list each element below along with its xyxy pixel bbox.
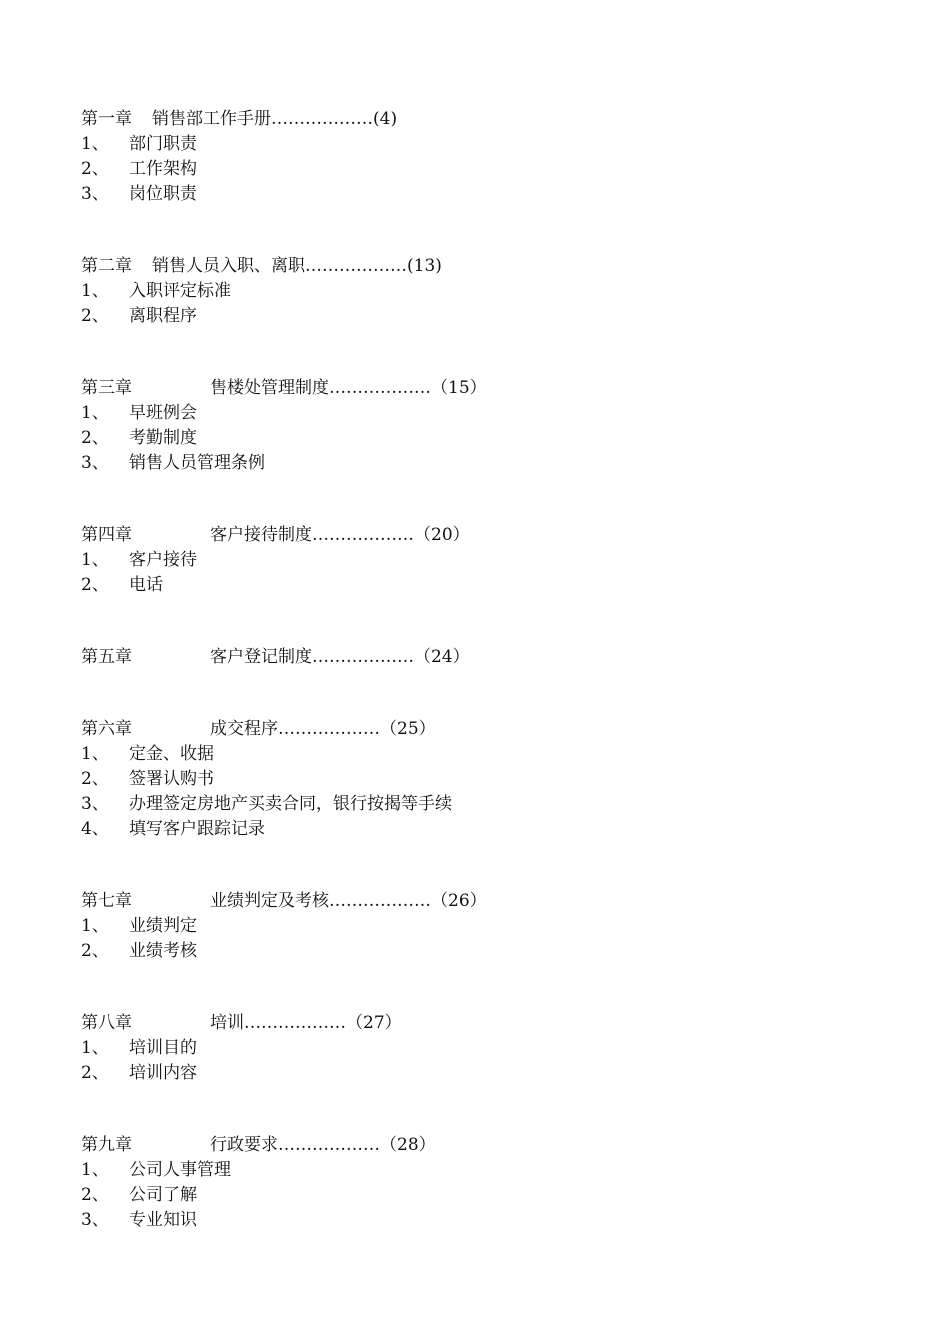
chapter-heading <box>81 523 881 548</box>
list-item-number: 2、 <box>81 1185 109 1205</box>
list-item-number: 3、 <box>81 184 109 204</box>
chapter-block <box>81 1133 881 1233</box>
chapter-title: 客户接待制度………………（20） <box>210 525 470 545</box>
chapter-title: 培训………………（27） <box>210 1013 402 1033</box>
list-item-text: 填写客户跟踪记录 <box>129 819 265 839</box>
list-item-text: 早班例会 <box>129 403 197 423</box>
chapter-title: 售楼处管理制度………………（15） <box>210 378 487 398</box>
chapter-label: 第二章 <box>81 256 132 276</box>
chapter-label: 第五章 <box>81 647 132 667</box>
list-item-text: 培训目的 <box>129 1038 197 1058</box>
chapter-block <box>81 254 881 329</box>
list-item <box>81 1158 881 1183</box>
list-item-text: 办理签定房地产买卖合同，银行按揭等手续 <box>129 794 452 814</box>
list-item-number: 1、 <box>81 550 109 570</box>
chapter-title: 销售部工作手册………………(4) <box>152 109 398 129</box>
list-item <box>81 426 881 451</box>
chapter-heading <box>81 107 881 132</box>
chapter-title: 行政要求………………（28） <box>210 1135 436 1155</box>
chapter-block <box>81 717 881 842</box>
chapter-heading <box>81 376 881 401</box>
list-item-text: 签署认购书 <box>129 769 214 789</box>
list-item <box>81 1036 881 1061</box>
list-item-number: 3、 <box>81 1210 109 1230</box>
chapter-label: 第七章 <box>81 891 132 911</box>
list-item-number: 2、 <box>81 428 109 448</box>
list-item <box>81 792 881 817</box>
list-item-text: 入职评定标准 <box>129 281 231 301</box>
chapter-block <box>81 1011 881 1086</box>
list-item-number: 4、 <box>81 819 109 839</box>
list-item-number: 2、 <box>81 306 109 326</box>
list-item <box>81 817 881 842</box>
list-item-text: 电话 <box>129 575 163 595</box>
chapter-heading <box>81 1011 881 1036</box>
list-item <box>81 1208 881 1233</box>
chapter-title: 销售人员入职、离职………………(13) <box>152 256 442 276</box>
list-item-number: 2、 <box>81 159 109 179</box>
list-item-text: 客户接待 <box>129 550 197 570</box>
list-item-number: 1、 <box>81 744 109 764</box>
list-item-number: 3、 <box>81 794 109 814</box>
chapter-title: 成交程序………………（25） <box>210 719 436 739</box>
list-item-text: 工作架构 <box>129 159 197 179</box>
chapter-block <box>81 107 881 207</box>
list-item <box>81 767 881 792</box>
list-item-text: 公司了解 <box>129 1185 197 1205</box>
list-item-number: 2、 <box>81 769 109 789</box>
chapter-heading <box>81 717 881 742</box>
list-item-text: 离职程序 <box>129 306 197 326</box>
chapter-block <box>81 889 881 964</box>
list-item <box>81 132 881 157</box>
list-item <box>81 1183 881 1208</box>
list-item-text: 专业知识 <box>129 1210 197 1230</box>
list-item-text: 定金、收据 <box>129 744 214 764</box>
chapter-heading <box>81 889 881 914</box>
chapter-heading <box>81 645 881 670</box>
list-item <box>81 451 881 476</box>
list-item-text: 公司人事管理 <box>129 1160 231 1180</box>
list-item-number: 1、 <box>81 1038 109 1058</box>
list-item-text: 销售人员管理条例 <box>129 453 265 473</box>
list-item <box>81 914 881 939</box>
chapter-label: 第四章 <box>81 525 132 545</box>
table-of-contents <box>81 107 881 1233</box>
list-item <box>81 157 881 182</box>
list-item <box>81 182 881 207</box>
list-item-number: 1、 <box>81 916 109 936</box>
list-item <box>81 279 881 304</box>
list-item-text: 培训内容 <box>129 1063 197 1083</box>
list-item <box>81 304 881 329</box>
list-item <box>81 401 881 426</box>
list-item <box>81 1061 881 1086</box>
list-item <box>81 548 881 573</box>
list-item-text: 考勤制度 <box>129 428 197 448</box>
chapter-label: 第一章 <box>81 109 132 129</box>
chapter-block <box>81 376 881 476</box>
list-item-text: 业绩判定 <box>129 916 197 936</box>
list-item-number: 2、 <box>81 941 109 961</box>
chapter-label: 第九章 <box>81 1135 132 1155</box>
chapter-heading <box>81 1133 881 1158</box>
chapter-heading <box>81 254 881 279</box>
list-item-number: 1、 <box>81 281 109 301</box>
list-item-text: 业绩考核 <box>129 941 197 961</box>
chapter-label: 第八章 <box>81 1013 132 1033</box>
list-item-number: 1、 <box>81 1160 109 1180</box>
list-item-number: 3、 <box>81 453 109 473</box>
list-item-number: 2、 <box>81 1063 109 1083</box>
chapter-block <box>81 523 881 598</box>
chapter-title: 业绩判定及考核………………（26） <box>210 891 487 911</box>
list-item-text: 岗位职责 <box>129 184 197 204</box>
list-item-text: 部门职责 <box>129 134 197 154</box>
list-item <box>81 573 881 598</box>
chapter-label: 第三章 <box>81 378 132 398</box>
list-item <box>81 939 881 964</box>
list-item-number: 2、 <box>81 575 109 595</box>
list-item-number: 1、 <box>81 403 109 423</box>
list-item <box>81 742 881 767</box>
list-item-number: 1、 <box>81 134 109 154</box>
chapter-label: 第六章 <box>81 719 132 739</box>
chapter-title: 客户登记制度………………（24） <box>210 647 470 667</box>
chapter-block <box>81 645 881 670</box>
